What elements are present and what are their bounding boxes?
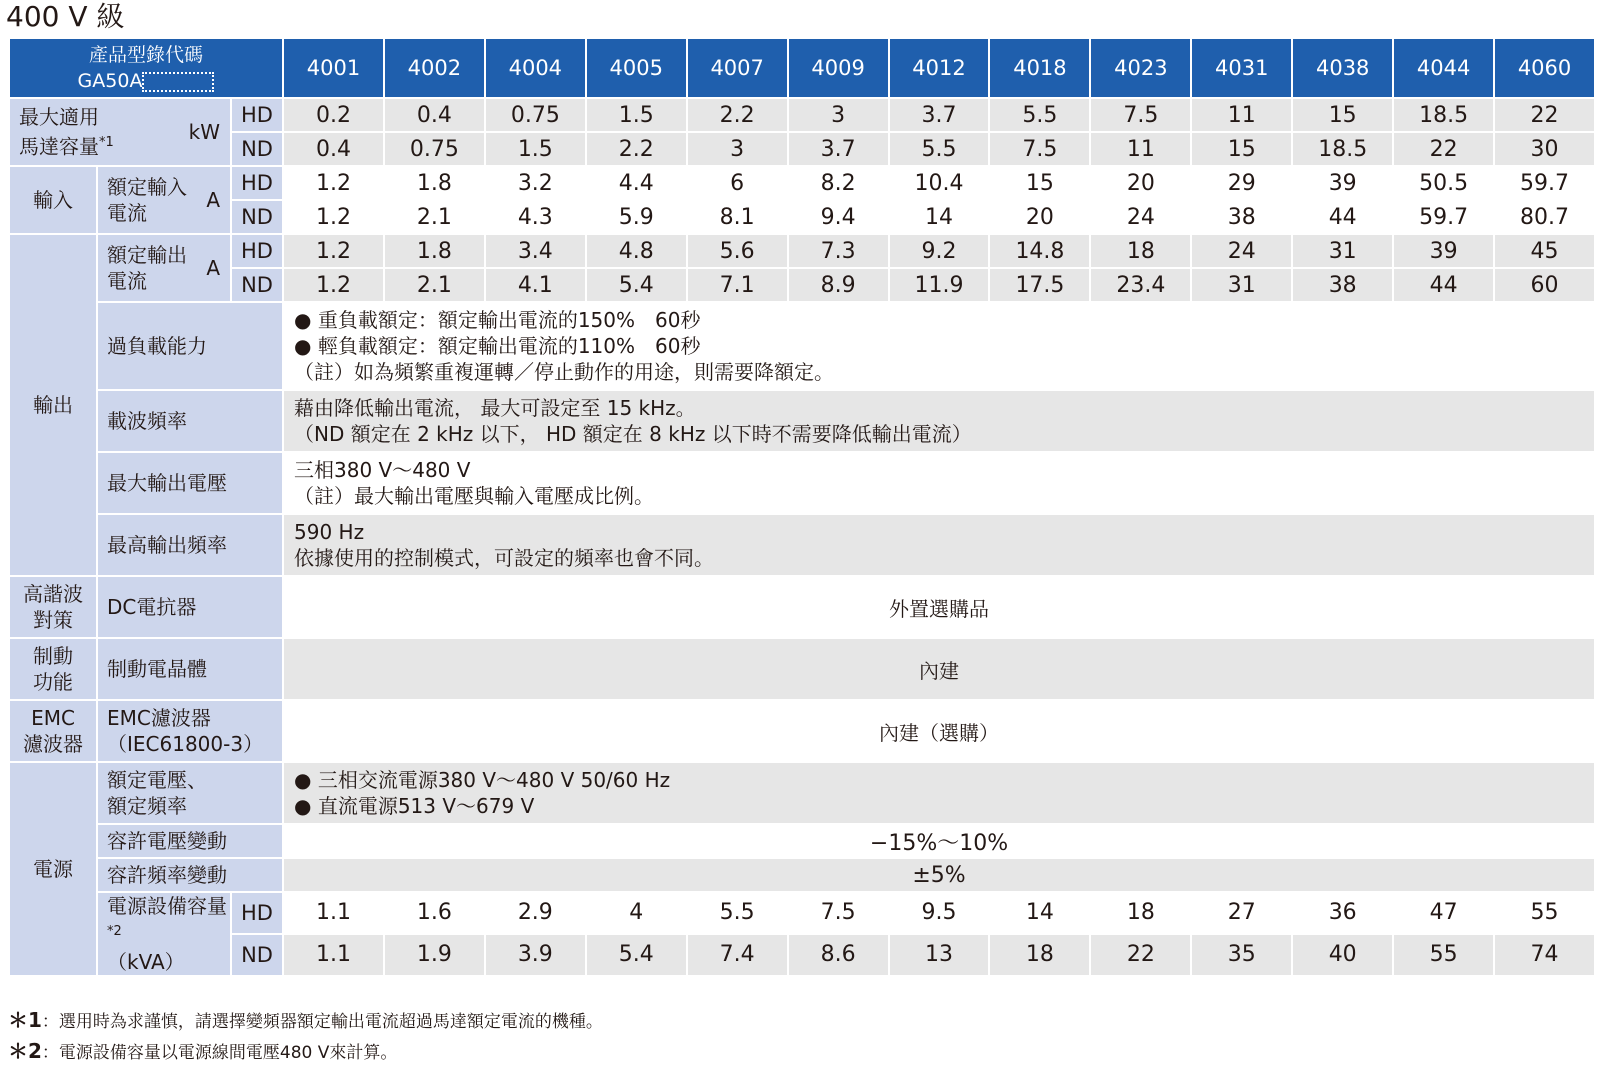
carrier-text (283, 390, 1595, 452)
text-line: ● 直流電源513 V～679 V (294, 794, 535, 818)
model-header: 4018 (989, 38, 1090, 98)
output-current-label (97, 234, 231, 302)
value-cell: 5.4 (586, 268, 687, 302)
header-row (9, 38, 1595, 98)
value-cell: 11.9 (889, 268, 990, 302)
volt-var-label: 容許電壓變動 (97, 824, 283, 858)
value-cell: 60 (1494, 268, 1595, 302)
value-cell: 36 (1292, 892, 1393, 934)
model-header: 4002 (384, 38, 485, 98)
label-text: 最大適用 (19, 105, 99, 130)
braking-row (9, 638, 1595, 700)
value-cell: 22 (1090, 934, 1191, 976)
value-cell: 18 (1090, 234, 1191, 268)
value-cell: 10.4 (889, 166, 990, 200)
value-cell: 1.8 (384, 234, 485, 268)
value-cell: 22 (1393, 132, 1494, 166)
text-line: ● 輕負載額定：額定輸出電流的110% 60秒 (294, 334, 701, 358)
input-hd-row (9, 166, 1595, 200)
value-cell: 8.9 (788, 268, 889, 302)
value-cell: 6 (687, 166, 788, 200)
label-text: 濾波器 (23, 732, 83, 756)
value-cell: 1.2 (283, 234, 384, 268)
value-cell: 47 (1393, 892, 1494, 934)
motor-capacity-label (9, 98, 231, 166)
model-header: 4007 (687, 38, 788, 98)
value-cell: 5.9 (586, 200, 687, 234)
value-cell: 3.2 (485, 166, 586, 200)
text-line: 依據使用的控制模式，可設定的頻率也會不同。 (294, 546, 715, 570)
value-cell: 15 (989, 166, 1090, 200)
value-cell: 7.4 (687, 934, 788, 976)
label-text: 額定輸入 (107, 175, 187, 199)
model-header: 4044 (1393, 38, 1494, 98)
capacity-label (97, 892, 231, 976)
footnote-mark: *1 (99, 135, 114, 151)
label-text: 功能 (33, 670, 73, 694)
emc-group-label (9, 700, 97, 762)
label-text: 制動 (33, 644, 73, 668)
value-cell: 2.2 (586, 132, 687, 166)
braking-group-label (9, 638, 97, 700)
value-cell: 59.7 (1393, 200, 1494, 234)
overload-label: 過負載能力 (97, 302, 283, 390)
capacity-nd-row (9, 934, 1595, 976)
value-cell: 4 (586, 892, 687, 934)
value-cell: 14.8 (989, 234, 1090, 268)
value-cell: 13 (889, 934, 990, 976)
label-text: 高諧波 (23, 582, 83, 606)
max-voltage-label: 最大輸出電壓 (97, 452, 283, 514)
model-header: 4031 (1191, 38, 1292, 98)
dc-reactor-label: DC電抗器 (97, 576, 283, 638)
value-cell: 20 (1090, 166, 1191, 200)
nd-label: ND (231, 268, 283, 302)
label-text: （IEC61800-3） (107, 732, 264, 756)
model-header: 4012 (889, 38, 990, 98)
text-line: ● 三相交流電源380 V～480 V 50/60 Hz (294, 768, 671, 792)
freq-var-row (9, 858, 1595, 892)
footnote-mark: ＊1 (8, 1008, 42, 1032)
value-cell: 1.2 (283, 166, 384, 200)
nd-label: ND (231, 132, 283, 166)
text-line: ● 重負載額定：額定輸出電流的150% 60秒 (294, 308, 701, 332)
value-cell: 29 (1191, 166, 1292, 200)
value-cell: 50.5 (1393, 166, 1494, 200)
value-cell: 0.4 (384, 98, 485, 132)
value-cell: 18 (989, 934, 1090, 976)
harmonic-group-label (9, 576, 97, 638)
value-cell: 14 (989, 892, 1090, 934)
unit-label: A (206, 188, 220, 212)
value-cell: 0.4 (283, 132, 384, 166)
emc-filter-value: 內建（選購） (283, 700, 1595, 762)
text-line: 藉由降低輸出電流， 最大可設定至 15 kHz。 (294, 396, 696, 420)
value-cell: 40 (1292, 934, 1393, 976)
label-text: 電流 (107, 269, 147, 293)
value-cell: 1.2 (283, 268, 384, 302)
value-cell: 7.5 (989, 132, 1090, 166)
label-text: 電源設備容量 (107, 894, 227, 918)
hd-label: HD (231, 166, 283, 200)
unit-label: A (206, 256, 220, 280)
nd-label: ND (231, 200, 283, 234)
value-cell: 3 (687, 132, 788, 166)
value-cell: 24 (1191, 234, 1292, 268)
value-cell: 18 (1090, 892, 1191, 934)
label-text: EMC (31, 706, 75, 730)
label-text: 馬達容量 (19, 134, 99, 159)
value-cell: 0.75 (384, 132, 485, 166)
hd-label: HD (231, 892, 283, 934)
value-cell: 0.2 (283, 98, 384, 132)
value-cell: 2.2 (687, 98, 788, 132)
value-cell: 7.5 (1090, 98, 1191, 132)
overload-text (283, 302, 1595, 390)
model-header: 4038 (1292, 38, 1393, 98)
value-cell: 80.7 (1494, 200, 1595, 234)
value-cell: 44 (1292, 200, 1393, 234)
model-code-prefix: GA50A (77, 70, 143, 92)
emc-filter-label (97, 700, 283, 762)
value-cell: 3.7 (788, 132, 889, 166)
value-cell: 31 (1292, 234, 1393, 268)
model-header: 4005 (586, 38, 687, 98)
value-cell: 45 (1494, 234, 1595, 268)
footnote-text: ：電源設備容量以電源線間電壓480 V來計算。 (41, 1043, 398, 1063)
value-cell: 8.1 (687, 200, 788, 234)
value-cell: 15 (1292, 98, 1393, 132)
nd-label: ND (231, 934, 283, 976)
code-placeholder-box (142, 72, 214, 92)
dc-reactor-value: 外置選購品 (283, 576, 1595, 638)
value-cell: 7.5 (788, 892, 889, 934)
overload-row (9, 302, 1595, 390)
motor-hd-row (9, 98, 1595, 132)
value-cell: 14 (889, 200, 990, 234)
value-cell: 2.9 (485, 892, 586, 934)
value-cell: 5.5 (889, 132, 990, 166)
output-group-label: 輸出 (9, 234, 97, 576)
value-cell: 4.1 (485, 268, 586, 302)
value-cell: 7.1 (687, 268, 788, 302)
footnotes (8, 1006, 603, 1068)
footnote-1 (8, 1006, 603, 1037)
max-freq-label: 最高輸出頻率 (97, 514, 283, 576)
value-cell: 30 (1494, 132, 1595, 166)
value-cell: 8.2 (788, 166, 889, 200)
value-cell: 27 (1191, 892, 1292, 934)
footnote-mark: ＊2 (8, 1039, 42, 1063)
value-cell: 3.4 (485, 234, 586, 268)
label-text: 額定輸出 (107, 243, 187, 267)
value-cell: 4.3 (485, 200, 586, 234)
rated-voltage-label (97, 762, 283, 824)
max-freq-text (283, 514, 1595, 576)
label-text: 電流 (107, 201, 147, 225)
power-group-label: 電源 (9, 762, 97, 976)
max-freq-row (9, 514, 1595, 576)
value-cell: 1.8 (384, 166, 485, 200)
model-header: 4001 (283, 38, 384, 98)
harmonic-row (9, 576, 1595, 638)
value-cell: 8.6 (788, 934, 889, 976)
value-cell: 9.4 (788, 200, 889, 234)
hd-label: HD (231, 98, 283, 132)
text-line: （註）如為頻繁重複運轉／停止動作的用途，則需要降額定。 (294, 360, 835, 384)
rated-voltage-text (283, 762, 1595, 824)
model-header: 4009 (788, 38, 889, 98)
value-cell: 1.6 (384, 892, 485, 934)
value-cell: 3.7 (889, 98, 990, 132)
label-text: 額定頻率 (107, 794, 187, 818)
label-text: 額定電壓、 (107, 768, 207, 792)
label-text: （kVA） (107, 949, 185, 974)
value-cell: 0.75 (485, 98, 586, 132)
rated-power-row (9, 762, 1595, 824)
max-voltage-text (283, 452, 1595, 514)
model-header: 4023 (1090, 38, 1191, 98)
motor-nd-row (9, 132, 1595, 166)
footnote-2 (8, 1037, 603, 1068)
value-cell: 38 (1292, 268, 1393, 302)
value-cell: 59.7 (1494, 166, 1595, 200)
footnote-text: ：選用時為求謹慎，請選擇變頻器額定輸出電流超過馬達額定電流的機種。 (41, 1012, 603, 1032)
carrier-label: 載波頻率 (97, 390, 283, 452)
value-cell: 3.9 (485, 934, 586, 976)
braking-transistor-label: 制動電晶體 (97, 638, 283, 700)
value-cell: 23.4 (1090, 268, 1191, 302)
text-line: （註）最大輸出電壓與輸入電壓成比例。 (294, 484, 655, 508)
output-nd-row (9, 268, 1595, 302)
model-code-label: 產品型錄代碼 (89, 44, 204, 66)
hd-label: HD (231, 234, 283, 268)
value-cell: 74 (1494, 934, 1595, 976)
input-group-label: 輸入 (9, 166, 97, 234)
value-cell: 1.9 (384, 934, 485, 976)
model-header: 4060 (1494, 38, 1595, 98)
emc-row (9, 700, 1595, 762)
input-current-label (97, 166, 231, 234)
value-cell: 18.5 (1292, 132, 1393, 166)
volt-var-value: −15%～10% (283, 824, 1595, 858)
value-cell: 1.5 (485, 132, 586, 166)
value-cell: 9.5 (889, 892, 990, 934)
value-cell: 18.5 (1393, 98, 1494, 132)
value-cell: 11 (1191, 98, 1292, 132)
value-cell: 22 (1494, 98, 1595, 132)
value-cell: 4.8 (586, 234, 687, 268)
value-cell: 2.1 (384, 268, 485, 302)
freq-var-value: ±5% (283, 858, 1595, 892)
text-line: 590 Hz (294, 520, 365, 544)
value-cell: 1.5 (586, 98, 687, 132)
value-cell: 11 (1090, 132, 1191, 166)
value-cell: 55 (1494, 892, 1595, 934)
value-cell: 5.4 (586, 934, 687, 976)
model-header: 4004 (485, 38, 586, 98)
value-cell: 39 (1393, 234, 1494, 268)
page-title: 400 V 級 (6, 0, 125, 33)
value-cell: 9.2 (889, 234, 990, 268)
value-cell: 39 (1292, 166, 1393, 200)
text-line: 三相380 V～480 V (294, 458, 471, 482)
capacity-hd-row (9, 892, 1595, 934)
value-cell: 5.5 (687, 892, 788, 934)
value-cell: 7.3 (788, 234, 889, 268)
value-cell: 5.6 (687, 234, 788, 268)
max-voltage-row (9, 452, 1595, 514)
unit-label: kW (188, 120, 220, 144)
value-cell: 17.5 (989, 268, 1090, 302)
braking-transistor-value: 內建 (283, 638, 1595, 700)
input-nd-row (9, 200, 1595, 234)
freq-var-label: 容許頻率變動 (97, 858, 283, 892)
volt-var-row (9, 824, 1595, 858)
value-cell: 1.1 (283, 892, 384, 934)
model-code-header (9, 38, 283, 98)
value-cell: 15 (1191, 132, 1292, 166)
label-text: 對策 (33, 608, 73, 632)
value-cell: 55 (1393, 934, 1494, 976)
value-cell: 38 (1191, 200, 1292, 234)
value-cell: 44 (1393, 268, 1494, 302)
text-line: （ND 額定在 2 kHz 以下， HD 額定在 8 kHz 以下時不需要降低輸出電流） (294, 422, 972, 446)
value-cell: 4.4 (586, 166, 687, 200)
value-cell: 31 (1191, 268, 1292, 302)
footnote-mark: *2 (107, 924, 122, 939)
value-cell: 3 (788, 98, 889, 132)
label-text: EMC濾波器 (107, 706, 211, 730)
value-cell: 35 (1191, 934, 1292, 976)
value-cell: 20 (989, 200, 1090, 234)
spec-table (8, 37, 1596, 977)
value-cell: 1.1 (283, 934, 384, 976)
value-cell: 1.2 (283, 200, 384, 234)
carrier-row (9, 390, 1595, 452)
value-cell: 24 (1090, 200, 1191, 234)
value-cell: 5.5 (989, 98, 1090, 132)
output-hd-row (9, 234, 1595, 268)
value-cell: 2.1 (384, 200, 485, 234)
